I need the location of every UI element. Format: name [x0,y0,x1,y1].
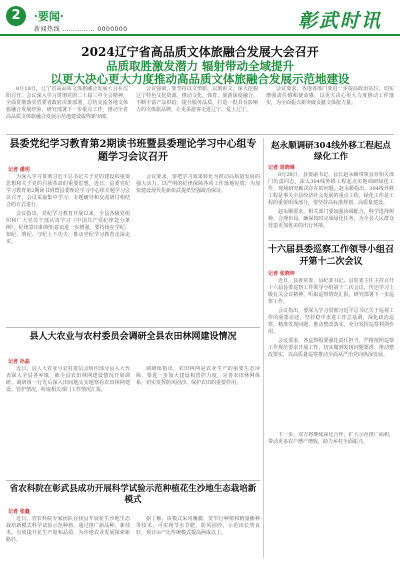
committee-paragraph-3: 会议要求，各巡察组要强化责任担当，严格按照巡察工作规范要求开展工作，切实做到发现问题要准、推动整改要实，以高质量巡察推动全面从严治党向纵深发展。 [268,338,394,358]
academy-column-1 [6,516,130,562]
congress-headline: 县人大农业与农村委员会调研全县农田林网建设情况 [29,332,237,342]
academy-paragraph-1: 近日，省农科院专家团队在我县开展花生沙地生态栽培新模式科学试验示范种植，通过推广新品种、新技术，有效提升花生产量和品质，为沙地农业发展探索新路径。 [6,516,130,543]
committee-paragraph-2: 会议指出，要深入学习贯彻习近平总书记关于巡视工作的重要论述，坚持稳中求进工作总基调，深化政治巡察，精准发现问题，推动整改落实，充分发挥巡察利剑作用。 [268,308,394,335]
lead-paragraph-2: 会议强调，要坚持以文塑旅、以旅彰文，深入挖掘辽宁特色文化资源，推动文化、体育、旅游深度融合，不断丰富产品供给，提升服务品质，打造一批具有影响力的文体旅品牌，让更多游客走进辽宁、爱上辽宁。 [136,86,258,113]
party-study-paragraph-1: 为深入学习贯彻习近平总书记关于党的建设的重要思想和关于党的自我革命的重要思想，近日，县委党纪学习教育第2期读书班暨县委理论学习中心组专题学习会议召开。会议采取集中学习、专题辅导和交流研讨相结合的方式进行。 [6,174,130,208]
academy-paragraph-3: 下一步，双方将继续深化合作，扩大示范推广面积，带动更多农户增产增收，助力乡村全面振兴。 [268,432,394,445]
party-study-column-2 [136,174,260,324]
byline-3: 记者 孙晶 [8,359,30,365]
page-number: 2 [6,6,26,26]
lead-headline: 2024辽宁省高品质文体旅融合发展大会召开 [81,45,319,59]
academy-headline: 省农科院在彰武县成功开展科学试验示范种植花生沙地生态栽培新模式 [9,484,257,505]
road-column [268,172,394,238]
byline-1: 记者 潘玥 [8,167,30,173]
byline-4: 记者 张晓坤 [268,271,295,277]
masthead [0,0,400,38]
column-divider [263,138,264,558]
academy-paragraph-2: 据了解，该模式采用覆膜、宽窄行种植和精量播种等技术，可实现节水节肥、防风固沙，示范田长势良好，预计亩产比传统模式提高两成以上。 [136,516,260,536]
road-paragraph-2: 赵永顺要求，相关部门要加强协调配合，科学选择树种，合理布局，确保按时完成绿化任务，为全县人民群众营造更加优美的出行环境。 [268,209,394,229]
congress-column-2 [136,366,260,476]
divider [268,240,394,241]
academy-column-3 [268,432,394,562]
lead-column-3 [266,86,394,132]
party-study-paragraph-2: 会议指出，党纪学习教育开展以来，全县各级党组织和广大党员干部认真学习《中国共产党纪律处分条例》，纪律意识和规矩意识进一步增强。要持续在学纪、知纪、明纪、守纪上下功夫，推动党纪学习教育走深走实。 [6,211,130,245]
masthead-rule [0,34,400,36]
committee-headline: 十六届县委巡察工作领导小组召开第十二次会议 [268,245,395,267]
academy-column-2 [136,516,260,562]
divider [6,480,260,481]
congress-paragraph-2: 调研组指出，农田林网是农业生产的重要生态屏障，要进一步加大建设和管护力度，完善农田林网体系，切实发挥防风固沙、保护农田的重要作用。 [136,366,260,386]
lead-subheadline-1: 品质取胜激发潜力 辐射带动全域提升 [105,59,294,73]
section-name: ·要闻· [34,10,64,23]
congress-column-1 [6,366,130,476]
newspaper-logo: 彰武时讯 [297,10,382,32]
congress-paragraph-1: 近日，县人大农业与农村委员会组织部分县人大代表深入全县各乡镇，就全县农田林网建设情况开展调研。调研组一行先后深入田间地头实地察看农田林网建设、管护情况，听取相关部门工作情况汇报。 [6,366,130,393]
party-study-paragraph-3: 会议要求，要把学习成果转化为推动高质量发展的强大动力，以严明的纪律保障各项工作落地见效，为加快建设现代化新彰武提供坚强政治保证。 [136,174,260,194]
committee-paragraph-1: 近日，县委常委、县纪委书记、县监委主任主持召开十六届县委巡察工作领导小组第十二次会议，传达学习上级有关会议精神，听取巡察情况汇报，研究部署下一步巡察工作。 [268,278,394,305]
divider [6,327,260,328]
lead-paragraph-3: 会议要求，各地各部门要进一步提高政治站位，切实增强责任感和使命感，以更大决心更大力度推动工作落实，为全面振兴新突破贡献文体旅力量。 [266,86,394,106]
divider [6,134,394,135]
party-study-column-1 [6,174,130,324]
road-headline: 赵永顺调研304线外移工程起点绿化工作 [271,141,391,162]
lead-column-2 [136,86,258,132]
byline-2: 记者 周晓琳 [268,165,295,171]
lead-subheadline-2: 以更大决心更大力度推动高品质文体旅融合发展示范地建设 [50,72,350,86]
committee-column [268,278,394,428]
road-paragraph-1: 8月28日，县委副书记、县长赵永顺带领县直相关部门负责同志，深入304线外移工程起点实地调研绿化工作，现场研究解决存在的问题。赵永顺指出，304线外移工程是事关全县经济社会发展的重点工程，绿化工作是工程的重要组成部分，要坚持高标准规划、高质量建设。 [268,172,394,206]
masthead-subinfo: 新闻热线 …………… 0000000 [34,26,128,33]
lead-column-1 [6,86,128,132]
lead-paragraph-1: 8月18日，辽宁省高品质文体旅融合发展大会在沈阳召开。会议深入学习贯彻党的二十届三中全会精神，全面贯彻落实省委省政府决策部署，总结交流各地文体旅融合发展经验，研究部署下一步重点工作，推动全省高品质文体旅融合发展示范地建设取得新突破。 [6,86,128,120]
byline-5: 记者 张鑫 [8,509,30,515]
party-study-headline: 县委党纪学习教育第2期读书班暨县委理论学习中心组专题学习会议召开 [9,139,257,163]
